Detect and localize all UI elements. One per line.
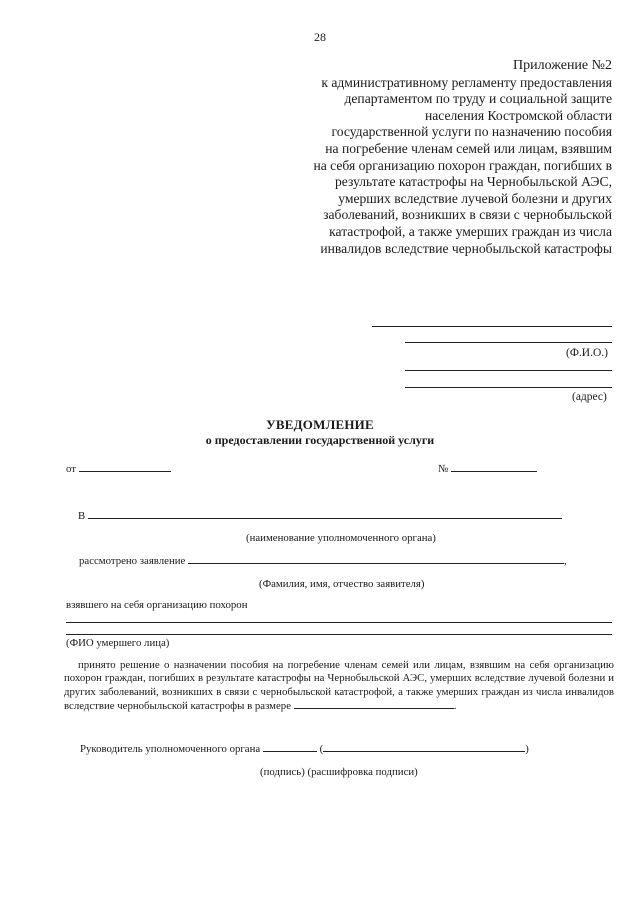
undertook-label: взявшего на себя организацию похорон <box>66 599 248 611</box>
deceased-line[interactable] <box>66 622 612 623</box>
notice-subtitle: о предоставлении государственной услуги <box>205 433 435 447</box>
appendix-line: на погребение членам семей или лицам, взявшим <box>325 140 612 156</box>
paren-close: ) <box>525 743 529 755</box>
recipient-address-line[interactable] <box>405 387 612 388</box>
deceased-line[interactable] <box>66 634 612 635</box>
head-label: Руководитель уполномоченного органа <box>80 743 261 755</box>
number-row <box>438 462 537 475</box>
appendix-line: на себя организацию похорон граждан, погибших в <box>313 157 612 173</box>
organ-caption: (наименование уполномоченного органа) <box>246 532 436 544</box>
recipient-address-line[interactable] <box>405 370 612 371</box>
signature-field[interactable] <box>263 742 317 752</box>
appendix-line: катастрофой, а также умерших граждан из числа <box>329 223 612 239</box>
date-row <box>66 462 171 475</box>
appendix-line: департаментом по труду и социальной защите <box>344 91 612 107</box>
reviewed-row <box>79 554 567 567</box>
reviewed-end: , <box>564 555 567 567</box>
fio-caption: (Ф.И.О.) <box>566 347 608 359</box>
appendix-line: инвалидов вследствие чернобыльской катастрофы <box>320 240 612 256</box>
amount-field[interactable] <box>294 699 454 709</box>
from-label: от <box>66 463 76 475</box>
signature-caption: (подпись) (расшифровка подписи) <box>260 766 418 778</box>
appendix-line: к административному регламенту предоставления <box>321 74 612 90</box>
number-field[interactable] <box>451 462 537 472</box>
date-field[interactable] <box>79 462 171 472</box>
appendix-header <box>232 58 612 257</box>
applicant-caption: (Фамилия, имя, отчество заявителя) <box>259 578 425 590</box>
applicant-field[interactable] <box>188 554 564 564</box>
appendix-line: умерших вследствие лучевой болезни и других <box>338 190 612 206</box>
reviewed-label: рассмотрено заявление <box>79 555 186 567</box>
organ-row <box>78 509 562 522</box>
appendix-line: государственной услуги по назначению пособия <box>331 124 612 140</box>
decision-paragraph <box>64 659 614 714</box>
address-caption: (адрес) <box>572 391 607 403</box>
to-label: В <box>78 510 86 522</box>
signature-row <box>80 742 529 755</box>
appendix-line: заболеваний, возникших в связи с чернобыльской <box>323 207 612 223</box>
appendix-line: населения Костромской области <box>424 107 612 123</box>
appendix-line: результате катастрофы на Чернобыльской АЭС, <box>334 174 612 190</box>
deceased-caption: (ФИО умершего лица) <box>66 637 170 649</box>
paren-open: ( <box>319 743 324 755</box>
recipient-fio-line[interactable] <box>405 342 612 343</box>
decision-text: принято решение о назначении пособия на погребение членам семей или лицам, взявшим на себя организацию похорон граждан, погибших в результате катастрофы на Чернобыльской АЭС, умерших вследствие лучевой болезни и других заболеваний, возникших в связи с чернобыльской катастрофой, а также умерших граждан из числа инвалидов вследствие чернобыльской катастрофы в размере <box>64 659 614 713</box>
page-number: 28 <box>314 30 326 44</box>
signature-decoding-field[interactable] <box>323 742 525 752</box>
appendix-title: Приложение №2 <box>513 58 612 73</box>
number-label: № <box>438 463 449 475</box>
decision-end: . <box>453 700 457 713</box>
recipient-fio-line[interactable] <box>372 326 612 327</box>
notice-title: УВЕДОМЛЕНИЕ <box>266 417 374 432</box>
organ-field[interactable] <box>88 509 562 519</box>
